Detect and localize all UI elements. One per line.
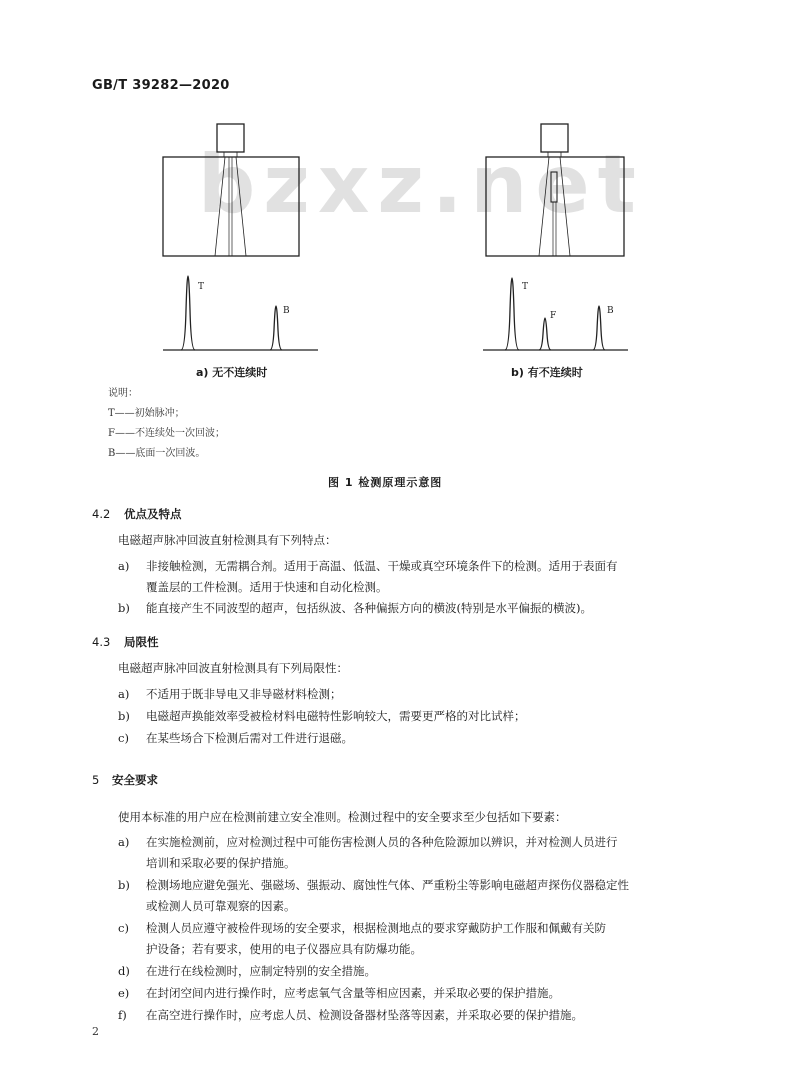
- section-heading-5: [92, 772, 158, 788]
- list-marker: c): [118, 731, 129, 745]
- list-marker: c): [118, 921, 129, 935]
- section-title: 安全要求: [112, 773, 158, 787]
- list-text-line: 护设备；若有要求，使用的电子仪器应具有防爆功能。: [146, 942, 422, 956]
- list-text-line: 检测人员应遵守被检件现场的安全要求，根据检测地点的要求穿戴防护工作服和佩戴有关防: [146, 921, 606, 935]
- legend-item: T——初始脉冲；: [108, 408, 185, 419]
- list-marker: e): [118, 986, 130, 1000]
- list-text-line: 电磁超声换能效率受被检材料电磁特性影响较大，需要更严格的对比试样；: [146, 709, 526, 723]
- section-title: 优点及特点: [124, 507, 182, 521]
- figure-a-waveform: [163, 276, 318, 350]
- section-heading-4-3: [92, 634, 159, 650]
- legend-item: F——不连续处一次回波；: [108, 428, 225, 439]
- list-marker: b): [118, 601, 130, 615]
- legend-heading: 说明：: [108, 388, 138, 399]
- list-marker: b): [118, 878, 130, 892]
- standard-number: GB/T 39282—2020: [92, 78, 230, 93]
- section-heading-4-2: [92, 506, 182, 522]
- list-text-line: 非接触检测，无需耦合剂。适用于高温、低温、干燥或真空环境条件下的检测。适用于表面有: [146, 559, 618, 573]
- list-marker: d): [118, 964, 130, 978]
- section-number: 5: [92, 773, 100, 787]
- peak-label-a-B: B: [283, 306, 290, 316]
- peak-label-a-T: T: [198, 282, 205, 292]
- discontinuity: [551, 172, 557, 202]
- list-text-line: 在实施检测前，应对检测过程中可能伤害检测人员的各种危险源加以辨识，并对检测人员进行: [146, 835, 618, 849]
- probe-b: [541, 124, 568, 152]
- list-text-line: 在进行在线检测时，应制定特别的安全措施。: [146, 964, 376, 978]
- list-text-line: 能直接产生不同波型的超声，包括纵波、各种偏振方向的横波(特别是水平偏振的横波)。: [146, 601, 592, 615]
- figure-b-caption: b) 有不连续时: [511, 366, 583, 379]
- list-marker: a): [118, 687, 130, 701]
- section-title: 局限性: [124, 635, 159, 649]
- list-text-line: 在封闭空间内进行操作时，应考虑氧气含量等相应因素，并采取必要的保护措施。: [146, 986, 560, 1000]
- list-marker: b): [118, 709, 130, 723]
- list-marker: a): [118, 835, 130, 849]
- figure-a-caption: a) 无不连续时: [196, 366, 268, 379]
- section-intro: 使用本标准的用户应在检测前建立安全准则。检测过程中的安全要求至少包括如下要素：: [118, 810, 567, 824]
- section-intro: 电磁超声脉冲回波直射检测具有下列特点：: [118, 533, 337, 547]
- figure-b-specimen: [486, 124, 624, 256]
- probe-a: [217, 124, 244, 152]
- list-marker: a): [118, 559, 130, 573]
- figure-1-drawing: [0, 0, 800, 380]
- section-intro: 电磁超声脉冲回波直射检测具有下列局限性：: [118, 661, 348, 675]
- peak-label-b-F: F: [550, 311, 557, 321]
- peak-label-b-B: B: [607, 306, 614, 316]
- list-text-line: 在某些场合下检测后需对工件进行退磁。: [146, 731, 353, 745]
- legend-item: B——底面一次回波。: [108, 448, 206, 459]
- list-text-line: 不适用于既非导电又非导磁材料检测；: [146, 687, 342, 701]
- list-text-line: 在高空进行操作时，应考虑人员、检测设备器材坠落等因素，并采取必要的保护措施。: [146, 1008, 583, 1022]
- list-text-line: 培训和采取必要的保护措施。: [146, 856, 296, 870]
- section-number: 4.2: [92, 507, 111, 521]
- section-number: 4.3: [92, 635, 111, 649]
- figure-title: 图 1 检测原理示意图: [328, 476, 443, 489]
- figure-a-specimen: [163, 124, 299, 256]
- list-marker: f): [118, 1008, 127, 1022]
- page-number: 2: [92, 1025, 99, 1038]
- list-text-line: 覆盖层的工件检测。适用于快速和自动化检测。: [146, 580, 388, 594]
- specimen-a: [163, 157, 299, 256]
- list-text-line: 检测场地应避免强光、强磁场、强振动、腐蚀性气体、严重粉尘等影响电磁超声探伤仪器稳定性: [146, 878, 629, 892]
- peak-label-b-T: T: [522, 282, 529, 292]
- watermark: bzxz.net: [198, 138, 644, 231]
- list-text-line: 或检测人员可靠观察的因素。: [146, 899, 296, 913]
